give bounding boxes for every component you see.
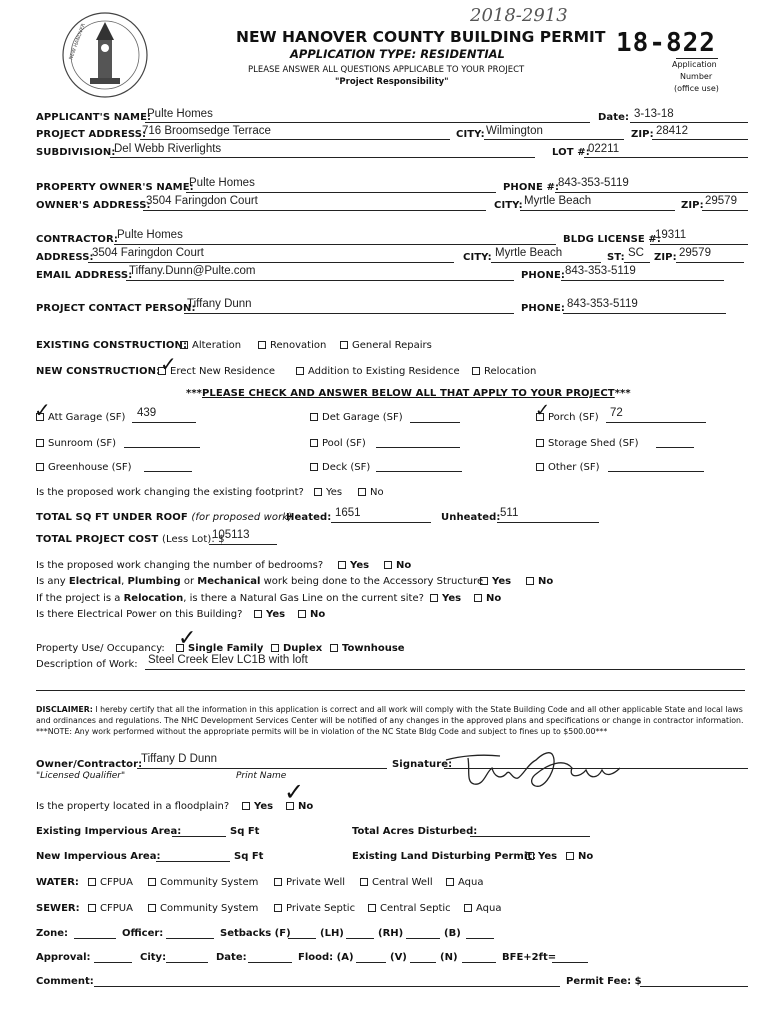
bedrooms-no-checkbox[interactable] <box>384 561 392 569</box>
duplex-checkbox[interactable] <box>271 644 279 652</box>
water-community-option[interactable]: Community System <box>148 877 258 888</box>
date-value[interactable]: 3-13-18 <box>634 108 674 120</box>
applicant-name-label: APPLICANT'S NAME: <box>36 112 152 123</box>
existing-impervious-unit: Sq Ft <box>230 826 260 837</box>
form-title: NEW HANOVER COUNTY BUILDING PERMIT <box>236 28 606 46</box>
other-label: Other (SF) <box>548 462 600 473</box>
single-family-checkmark: ✓ <box>178 626 197 651</box>
central-well-option[interactable]: Central Well <box>360 877 433 888</box>
flood-v-label: (V) <box>390 952 407 963</box>
land-permit-yes[interactable]: Yes <box>526 851 557 862</box>
land-permit-yes-checkbox[interactable] <box>526 852 534 860</box>
disclaimer: DISCLAIMER: I hereby certify that all the information in this application is correct and all work will comply with the State Building Code and all other applicable State and local laws and ordinances and regulations. The NHC Development Services Center will be notified of any changes in the approved plans and specifications or change in contractor information. ***NOTE: Any work performed without the appropriate permits will be in violation of the NC State Bldg Code and subject to fines up to $500.00*** <box>36 705 744 736</box>
bfe-label: BFE+2ft= <box>502 952 557 963</box>
date-label: Date: <box>598 112 630 123</box>
central-septic-option[interactable]: Central Septic <box>368 903 451 914</box>
new-impervious-label: New Impervious Area: <box>36 851 161 862</box>
relocation-question: If the project is a Relocation, is there a Natural Gas Line on the current site? <box>36 593 424 604</box>
email-label: EMAIL ADDRESS: <box>36 270 133 281</box>
water-aqua-checkbox[interactable] <box>446 878 454 886</box>
renovation-checkbox[interactable] <box>258 341 266 349</box>
storage-shed-checkbox[interactable] <box>536 439 544 447</box>
greenhouse-checkbox[interactable] <box>36 463 44 471</box>
bedrooms-yes-checkbox[interactable] <box>338 561 346 569</box>
bedrooms-question: Is the proposed work changing the number of bedrooms? <box>36 560 324 571</box>
electrical-yes-checkbox[interactable] <box>254 610 262 618</box>
private-well-option[interactable]: Private Well <box>274 877 345 888</box>
land-permit-no-checkbox[interactable] <box>566 852 574 860</box>
electrical-yes[interactable]: Yes <box>254 609 285 620</box>
accessory-no-checkbox[interactable] <box>526 577 534 585</box>
approval-city-label: City: <box>140 952 167 963</box>
instructions: PLEASE ANSWER ALL QUESTIONS APPLICABLE TO YOUR PROJECT <box>248 65 525 75</box>
contractor-address-value[interactable]: 3504 Faringdon Court <box>92 247 204 259</box>
floodplain-no[interactable]: No <box>286 801 313 812</box>
central-well-checkbox[interactable] <box>360 878 368 886</box>
alteration-checkbox[interactable] <box>180 341 188 349</box>
accessory-question: Is any Electrical, Plumbing or Mechanical work being done to the Accessory Structure <box>36 576 484 587</box>
relocation-option[interactable] <box>472 366 536 377</box>
new-impervious-unit: Sq Ft <box>234 851 264 862</box>
flood-a-label: Flood: (A) <box>298 952 354 963</box>
contractor-city-value[interactable]: Myrtle Beach <box>495 247 563 259</box>
det-garage-option[interactable] <box>310 412 403 423</box>
subdivision-label: SUBDIVISION: <box>36 147 116 158</box>
contractor-city-label: CITY: <box>463 252 492 263</box>
setback-lh-label: (LH) <box>320 928 344 939</box>
total-sqft-label: TOTAL SQ FT UNDER ROOF (for proposed work) <box>36 512 293 523</box>
pool-checkbox[interactable] <box>310 439 318 447</box>
sewer-label: SEWER: <box>36 903 80 914</box>
contact-phone-value[interactable]: 843-353-5119 <box>567 298 638 310</box>
contractor-zip-value[interactable]: 29579 <box>679 247 711 259</box>
owner-zip-value[interactable]: 29579 <box>705 195 737 207</box>
setback-rh-label: (RH) <box>378 928 404 939</box>
att-garage-value[interactable]: 439 <box>137 407 157 419</box>
county-seal-logo <box>60 10 150 100</box>
project-address-label: PROJECT ADDRESS: <box>36 129 147 140</box>
alteration-option[interactable] <box>180 340 241 351</box>
accessory-yes-checkbox[interactable] <box>480 577 488 585</box>
townhouse-option[interactable]: Townhouse <box>330 643 405 654</box>
land-permit-no[interactable]: No <box>566 851 593 862</box>
owner-city-label: CITY: <box>494 200 523 211</box>
floodplain-yes[interactable]: Yes <box>242 801 273 812</box>
relocation-yes[interactable]: Yes <box>430 593 461 604</box>
footprint-yes[interactable]: Yes <box>314 487 342 498</box>
contractor-phone-label: PHONE: <box>521 270 565 281</box>
zone-label: Zone: <box>36 928 69 939</box>
bldg-license-value[interactable]: 19311 <box>655 229 687 241</box>
officer-label: Officer: <box>122 928 164 939</box>
water-label: WATER: <box>36 877 79 888</box>
owner-address-label: OWNER'S ADDRESS: <box>36 200 151 211</box>
owner-contractor-value[interactable]: Tiffany D Dunn <box>141 753 218 765</box>
project-responsibility: "Project Responsibility" <box>335 77 449 87</box>
owner-phone-value[interactable]: 843-353-5119 <box>558 177 629 189</box>
project-zip-label: ZIP: <box>631 129 654 140</box>
erect-new-checkmark: ✓ <box>160 352 177 376</box>
signature-label: Signature: <box>392 759 453 770</box>
accessory-no[interactable]: No <box>526 576 553 587</box>
floodplain-no-checkmark: ✓ <box>284 778 305 806</box>
sunroom-label: Sunroom (SF) <box>48 438 116 449</box>
water-aqua-option[interactable]: Aqua <box>446 877 483 888</box>
porch-label: Porch (SF) <box>548 412 599 423</box>
pool-option[interactable] <box>310 438 366 449</box>
general-repairs-option[interactable] <box>340 340 432 351</box>
sewer-community-option[interactable]: Community System <box>148 903 258 914</box>
owner-address-value[interactable]: 3504 Faringdon Court <box>146 195 258 207</box>
floodplain-question: Is the property located in a floodplain? <box>36 801 230 812</box>
sewer-aqua-checkbox[interactable] <box>464 904 472 912</box>
subdivision-value[interactable]: Del Webb Riverlights <box>114 143 222 155</box>
private-septic-checkbox[interactable] <box>274 904 282 912</box>
total-cost-label: TOTAL PROJECT COST (Less Lot): $ <box>36 534 225 545</box>
single-family-option[interactable]: Single Family <box>176 643 263 654</box>
lot-value[interactable]: 02211 <box>588 143 620 155</box>
greenhouse-label: Greenhouse (SF) <box>48 462 132 473</box>
owner-phone-label: PHONE #: <box>503 182 560 193</box>
print-name-caption: Print Name <box>236 771 287 781</box>
description-label: Description of Work: <box>36 659 138 670</box>
svg-text:NEW HANOVER: NEW HANOVER <box>68 22 87 61</box>
addition-option[interactable] <box>296 366 460 377</box>
erect-new-label: Erect New Residence <box>170 366 276 377</box>
handwritten-year: 2018-2913 <box>470 5 568 26</box>
handwritten-signature[interactable] <box>440 738 640 796</box>
porch-checkmark: ✓ <box>535 400 551 421</box>
townhouse-checkbox[interactable] <box>330 644 338 652</box>
comment-label: Comment: <box>36 976 94 987</box>
bedrooms-yes[interactable]: Yes <box>338 560 369 571</box>
contractor-st-label: ST: <box>607 252 625 263</box>
sunroom-checkbox[interactable] <box>36 439 44 447</box>
accessory-yes[interactable]: Yes <box>480 576 511 587</box>
app-number-caption-3: (office use) <box>674 84 719 93</box>
water-community-checkbox[interactable] <box>148 878 156 886</box>
contractor-label: CONTRACTOR: <box>36 234 118 245</box>
bedrooms-no[interactable]: No <box>384 560 411 571</box>
relocation-no[interactable]: No <box>474 593 501 604</box>
heated-value[interactable]: 1651 <box>335 507 361 519</box>
contractor-zip-label: ZIP: <box>654 252 677 263</box>
project-zip-value[interactable]: 28412 <box>656 125 688 137</box>
deck-label: Deck (SF) <box>322 462 371 473</box>
greenhouse-option[interactable] <box>36 462 132 473</box>
electrical-no-checkbox[interactable] <box>298 610 306 618</box>
contact-phone-label: PHONE: <box>521 303 565 314</box>
addition-label: Addition to Existing Residence <box>308 366 460 377</box>
heated-label: Heated: <box>286 512 332 523</box>
contractor-phone-value[interactable]: 843-353-5119 <box>565 265 636 277</box>
footprint-question: Is the proposed work changing the existing footprint? <box>36 487 304 498</box>
existing-impervious-label: Existing Impervious Area: <box>36 826 182 837</box>
email-value[interactable]: Tiffany.Dunn@Pulte.com <box>129 265 256 277</box>
total-acres-label: Total Acres Disturbed: <box>352 826 478 837</box>
check-prompt: ***PLEASE CHECK AND ANSWER BELOW ALL THAT APPLY TO YOUR PROJECT*** <box>186 388 631 399</box>
owner-city-value[interactable]: Myrtle Beach <box>524 195 592 207</box>
owner-zip-label: ZIP: <box>681 200 704 211</box>
att-garage-label: Att Garage (SF) <box>48 412 126 423</box>
applicant-name-value[interactable]: Pulte Homes <box>147 108 213 120</box>
renovation-option[interactable] <box>258 340 326 351</box>
unheated-label: Unheated: <box>441 512 501 523</box>
det-garage-label: Det Garage (SF) <box>322 412 403 423</box>
porch-value[interactable]: 72 <box>610 407 623 419</box>
deck-checkbox[interactable] <box>310 463 318 471</box>
application-number: 18-822 <box>616 28 716 58</box>
project-city-label: CITY: <box>456 129 485 140</box>
relocation-checkbox[interactable] <box>472 367 480 375</box>
permit-fee-label: Permit Fee: $ <box>566 976 642 987</box>
bldg-license-label: BLDG LICENSE #: <box>563 234 662 245</box>
relocation-label: Relocation <box>484 366 537 377</box>
project-address-value[interactable]: 716 Broomsedge Terrace <box>142 125 271 137</box>
contractor-st-value[interactable]: SC <box>628 247 644 259</box>
electrical-power-question: Is there Electrical Power on this Building? <box>36 609 243 620</box>
other-checkbox[interactable] <box>536 463 544 471</box>
contractor-address-label: ADDRESS: <box>36 252 94 263</box>
private-well-checkbox[interactable] <box>274 878 282 886</box>
description-value[interactable]: Steel Creek Elev LC1B with loft <box>148 654 308 666</box>
unheated-value[interactable]: 511 <box>500 507 519 519</box>
private-septic-option[interactable]: Private Septic <box>274 903 355 914</box>
owner-name-label: PROPERTY OWNER'S NAME: <box>36 182 194 193</box>
application-type: APPLICATION TYPE: RESIDENTIAL <box>290 47 505 61</box>
owner-name-value[interactable]: Pulte Homes <box>189 177 255 189</box>
storage-shed-label: Storage Shed (SF) <box>548 438 639 449</box>
alteration-label: Alteration <box>192 340 242 351</box>
land-permit-label: Existing Land Disturbing Permit: <box>352 851 537 862</box>
approval-label: Approval: <box>36 952 91 963</box>
deck-option[interactable] <box>310 462 370 473</box>
app-number-caption-2: Number <box>680 72 713 81</box>
general-repairs-checkbox[interactable] <box>340 341 348 349</box>
sewer-community-checkbox[interactable] <box>148 904 156 912</box>
pool-label: Pool (SF) <box>322 438 366 449</box>
det-garage-checkbox[interactable] <box>310 413 318 421</box>
lot-label: LOT #: <box>552 147 590 158</box>
relocation-no-checkbox[interactable] <box>474 594 482 602</box>
contractor-value[interactable]: Pulte Homes <box>117 229 183 241</box>
owner-contractor-label: Owner/Contractor: <box>36 759 143 770</box>
sunroom-option[interactable] <box>36 438 116 449</box>
sewer-cfpua-checkbox[interactable] <box>88 904 96 912</box>
duplex-option[interactable]: Duplex <box>271 643 322 654</box>
att-garage-checkmark: ✓ <box>34 398 51 422</box>
general-repairs-label: General Repairs <box>352 340 432 351</box>
electrical-no[interactable]: No <box>298 609 325 620</box>
footprint-no-checkbox[interactable] <box>358 488 366 496</box>
app-number-caption-1: Application <box>672 60 717 69</box>
footprint-no[interactable]: No <box>358 487 384 498</box>
setback-b-label: (B) <box>444 928 461 939</box>
property-use-label: Property Use/ Occupancy: <box>36 643 165 654</box>
storage-shed-option[interactable] <box>536 438 639 449</box>
contact-person-value[interactable]: Tiffany Dunn <box>187 298 252 310</box>
licensed-qualifier-caption: "Licensed Qualifier" <box>36 771 126 781</box>
water-cfpua-option[interactable]: CFPUA <box>88 877 133 888</box>
relocation-yes-checkbox[interactable] <box>430 594 438 602</box>
central-septic-checkbox[interactable] <box>368 904 376 912</box>
approval-date-label: Date: <box>216 952 247 963</box>
project-city-value[interactable]: Wilmington <box>486 125 543 137</box>
existing-construction-label: EXISTING CONSTRUCTION: <box>36 340 188 351</box>
water-cfpua-checkbox[interactable] <box>88 878 96 886</box>
sewer-cfpua-option[interactable]: CFPUA <box>88 903 133 914</box>
flood-n-label: (N) <box>440 952 458 963</box>
sewer-aqua-option[interactable]: Aqua <box>464 903 501 914</box>
contact-person-label: PROJECT CONTACT PERSON: <box>36 303 196 314</box>
total-cost-value[interactable]: 105113 <box>212 529 250 541</box>
setbacks-label: Setbacks (F) <box>220 928 291 939</box>
footprint-yes-checkbox[interactable] <box>314 488 322 496</box>
addition-checkbox[interactable] <box>296 367 304 375</box>
new-construction-label: NEW CONSTRUCTION: <box>36 366 161 377</box>
renovation-label: Renovation <box>270 340 327 351</box>
other-option[interactable] <box>536 462 599 473</box>
floodplain-yes-checkbox[interactable] <box>242 802 250 810</box>
